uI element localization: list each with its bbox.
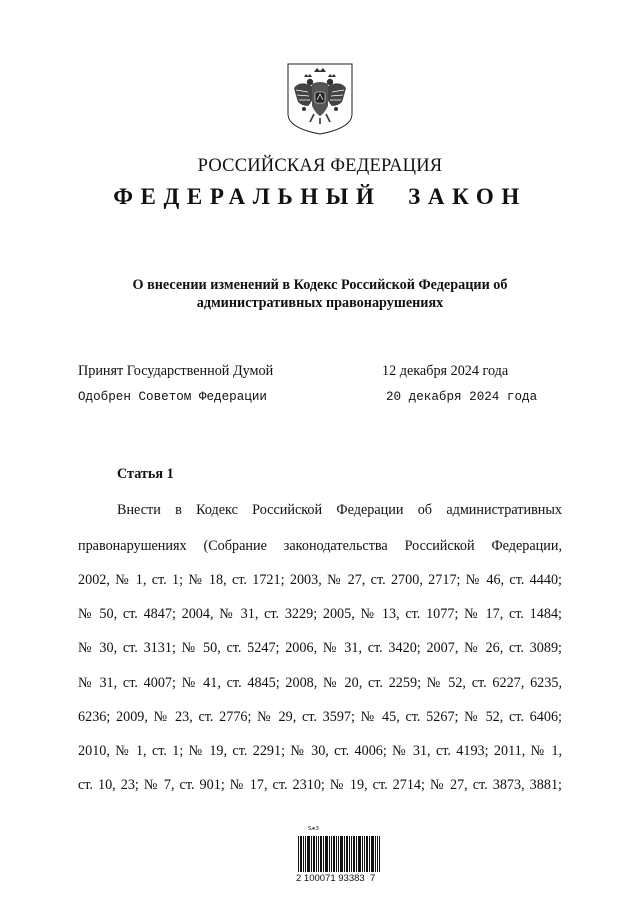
barcode-icon (298, 836, 380, 872)
law-title-line: О внесении изменений в Кодекс Российской Федерации об (132, 277, 508, 293)
adoption-label: Принят Государственной Думой (78, 363, 274, 379)
document-type: ФЕДЕРАЛЬНЫЙ ЗАКОН (113, 184, 527, 209)
article-text-line: № 50, ст. 4847; 2004, № 31, ст. 3229; 2005, № 13, ст. 1077; № 17, ст. 1484; (78, 606, 562, 622)
article-text-line: ст. 10, 23; № 7, ст. 901; № 17, ст. 2310; № 19, ст. 2714; № 27, ст. 3873, 3881; (78, 777, 562, 793)
adoption-label: Одобрен Советом Федерации (78, 390, 267, 404)
article-text-line: правонарушениях (Собрание законодательства Российской Федерации, (78, 538, 562, 554)
barcode-number: 2 100071 93383 7 (296, 873, 376, 884)
law-title (100, 276, 540, 312)
country-name: РОССИЙСКАЯ ФЕДЕРАЦИЯ (197, 156, 443, 176)
article-text-line: 2002, № 1, ст. 1; № 18, ст. 1721; 2003, № 27, ст. 2700, 2717; № 46, ст. 4440; (78, 572, 562, 588)
article-text-line: 2010, № 1, ст. 1; № 19, ст. 2291; № 30, ст. 4006; № 31, ст. 4193; 2011, № 1, (78, 743, 562, 759)
adoption-date: 12 декабря 2024 года (382, 363, 509, 379)
adoption-date: 20 декабря 2024 года (386, 390, 538, 404)
coat-of-arms-icon (286, 62, 354, 136)
article-text-line: № 30, ст. 3131; № 50, ст. 5247; 2006, № 31, ст. 3420; 2007, № 26, ст. 3089; (78, 640, 562, 656)
article-text-line: 6236; 2009, № 23, ст. 2776; № 29, ст. 3597; № 45, ст. 5267; № 52, ст. 6406; (78, 709, 562, 725)
article-heading: Статья 1 (117, 466, 174, 482)
barcode-caption: Ѕж3 (308, 826, 319, 832)
article-text-line: № 31, ст. 4007; № 41, ст. 4845; 2008, № 20, ст. 2259; № 52, ст. 6227, 6235, (78, 675, 562, 691)
article-text-line: Внести в Кодекс Российской Федерации об административных (117, 502, 562, 518)
law-title-line: административных правонарушениях (196, 295, 444, 311)
barcode (296, 826, 386, 888)
